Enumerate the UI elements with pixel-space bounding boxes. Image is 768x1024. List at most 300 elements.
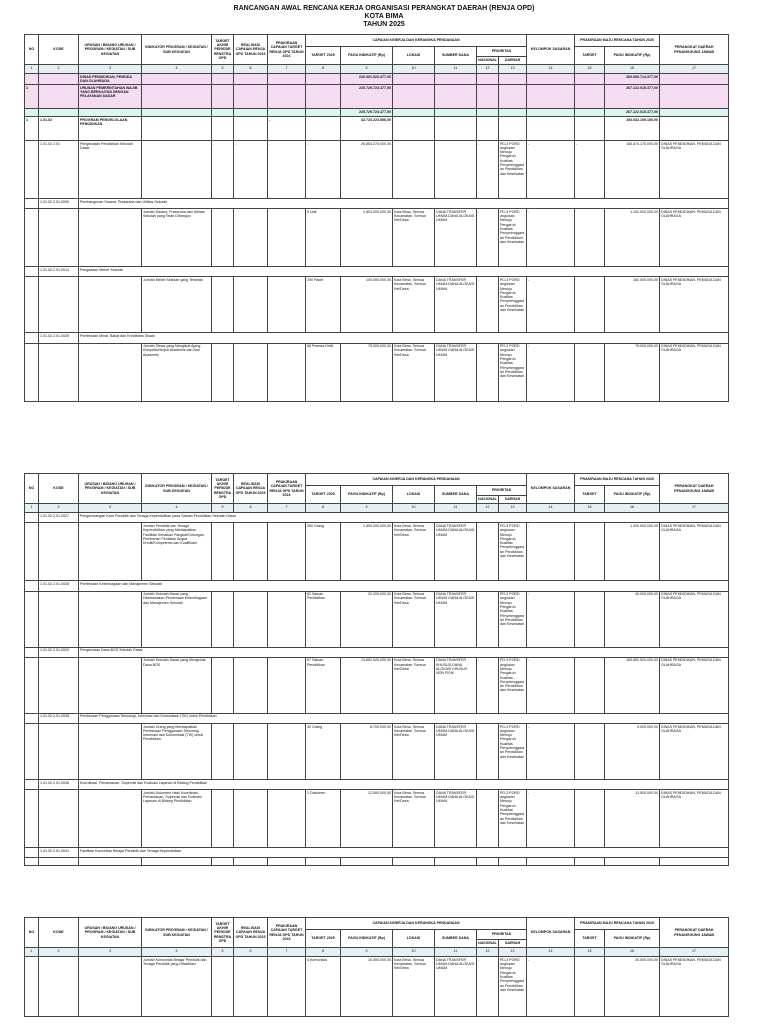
- cell-daerah: PD-3 PORD anglusan Menuju Pengaruh Kualitas Penyelenggaraan Pendidikan dan Kesehatan: [499, 343, 527, 401]
- cell-kel: -: [527, 140, 575, 198]
- header-kode: KODE: [39, 474, 79, 504]
- cell-empty: [25, 581, 39, 591]
- header-kelompok-sasaran: KELOMPOK SASARAN: [527, 474, 575, 504]
- column-number: 12: [477, 65, 499, 74]
- column-number: 8: [306, 948, 341, 957]
- cell-ind: Jumlah Komunitas Belajar Pendidik dan Tenaga Pendidik yang Difasilitasi: [142, 957, 212, 1017]
- column-number: 11: [435, 65, 477, 74]
- cell-empty: [212, 116, 234, 140]
- cell-lokasi: Kota Bima, Semua Kecamatan, Semua Kel/Desa: [393, 277, 435, 333]
- header-indikator: INDIKATOR PROGRAM / KEGIATAN / SUB KEGIATAN: [142, 918, 212, 948]
- cell-empty: [477, 84, 499, 108]
- header-kelompok-sasaran: KELOMPOK SASARAN: [527, 918, 575, 948]
- cell-t2: [575, 209, 605, 267]
- cell-lokasi: Kota Bima, Semua Kecamatan, Semua Kel/Desa: [393, 723, 435, 779]
- header-target-2025: TARGET 2025: [306, 47, 341, 65]
- column-number: 9: [341, 948, 393, 957]
- column-number: 11: [435, 948, 477, 957]
- cell-pagu2: 150.000.000,00: [605, 277, 660, 333]
- cell-d1: [212, 523, 234, 581]
- cell-pagu: 79.000.000,00: [341, 343, 393, 401]
- header-pagu-indikatif-2026: PAGU INDIKATIF (Rp): [605, 930, 660, 948]
- cell-empty: [527, 108, 575, 116]
- cell-kel: -: [527, 591, 575, 647]
- cell-empty: [477, 108, 499, 116]
- cell-subkegiatan-name: Pembinaan Minat, Bakat dan Kreativitas Siswa: [79, 333, 729, 343]
- table-row: [25, 581, 729, 591]
- cell-empty: [268, 84, 306, 108]
- column-number: 8: [306, 65, 341, 74]
- cell-pagu: 32.723.223.556,00: [341, 116, 393, 140]
- table-row: [25, 779, 729, 789]
- cell-kode: [39, 591, 79, 647]
- column-number: 12: [477, 948, 499, 957]
- column-number: 14: [527, 504, 575, 513]
- header-kelompok-sasaran: KELOMPOK SASARAN: [527, 35, 575, 65]
- column-number: 7: [268, 948, 306, 957]
- cell-d1: [212, 723, 234, 779]
- cell-d1: -: [212, 140, 234, 198]
- header-sumber-dana: SUMBER DANA: [435, 47, 477, 65]
- cell-empty: [477, 116, 499, 140]
- cell-empty: [306, 74, 341, 85]
- cell-pagu: 10.500.000,00: [341, 957, 393, 1017]
- column-number: 6: [234, 504, 268, 513]
- cell-no: 1: [25, 84, 39, 108]
- cell-kel: -: [527, 790, 575, 848]
- cell-kode: 1.01.02.2.01.0028: [39, 581, 79, 591]
- cell-empty: [575, 74, 605, 85]
- cell-pagu2: 20.000.000,00: [605, 957, 660, 1017]
- header-sumber-dana: SUMBER DANA: [435, 486, 477, 504]
- cell-empty: [660, 858, 729, 866]
- cell-sumber: [435, 140, 477, 198]
- header-target-akhir: TARGET AKHIR PERIODE RENSTRA OPD: [212, 35, 234, 65]
- cell-ind: Jumlah Sekolah Dasar yang Dilaksanakan Pembinaan Kelembagaan dan Manajemen Sekolah: [142, 591, 212, 647]
- header-lokasi: LOKASI: [393, 486, 435, 504]
- table-row: [25, 277, 729, 333]
- cell-empty: [660, 84, 729, 108]
- cell-kode: [39, 74, 79, 85]
- table-row: [25, 848, 729, 858]
- cell-empty: [79, 858, 142, 866]
- cell-subkegiatan-name: Pembinaan Penggunaan Teknologi, Informasi dan Komunikasi (TIK) untuk Pendidikan: [79, 713, 729, 723]
- cell-ind: Jumlah Mebel Sekolah yang Tersedia: [142, 277, 212, 333]
- cell-pagu: 20.000.000,00: [341, 591, 393, 647]
- cell-kode: [39, 523, 79, 581]
- cell-d3: [268, 957, 306, 1017]
- cell-empty: [575, 84, 605, 108]
- cell-sumber: DANA TRANSFER UMUM-DANA ALOKASI UMUM: [435, 723, 477, 779]
- header-target-2026: TARGET: [575, 486, 605, 504]
- header-no: NO: [25, 918, 39, 948]
- header-urusan: URUSAN / BIDANG URUSAN / PROGRAM / KEGIATAN / SUB KEGIATAN: [79, 35, 142, 65]
- table-row: [25, 333, 729, 343]
- cell-name: [79, 790, 142, 848]
- cell-d3: [268, 209, 306, 267]
- cell-empty: [499, 74, 527, 85]
- cell-empty: [234, 116, 268, 140]
- cell-d3: [268, 723, 306, 779]
- cell-kode: [39, 657, 79, 713]
- table-row: [25, 858, 729, 866]
- cell-pagu: 1.850.000.000,00: [341, 523, 393, 581]
- cell-name: DINAS PENDIDIKAN, PEMUDA DAN OLAHRAGA: [79, 74, 142, 85]
- cell-opd: DINAS PENDIDIKAN, PEMUDA DAN OLAHRAGA: [660, 657, 729, 713]
- cell-opd: DINAS PENDIDIKAN, PEMUDA DAN OLAHRAGA: [660, 277, 729, 333]
- cell-pagu: 100.000.000,00: [341, 277, 393, 333]
- cell-pagu2: 267.122.015.377,00: [605, 84, 660, 108]
- cell-sumber: DANA TRANSFER UMUM-DANA ALOKASI UMUM: [435, 591, 477, 647]
- header-target-2025: TARGET 2025: [306, 930, 341, 948]
- cell-kel: -: [527, 523, 575, 581]
- table-row: [25, 523, 729, 581]
- cell-lokasi: Kota Bima, Semua Kecamatan, Semua Kel/Desa: [393, 343, 435, 401]
- cell-empty: [527, 858, 575, 866]
- cell-kode: [39, 343, 79, 401]
- cell-name: [79, 591, 142, 647]
- column-number: 16: [605, 504, 660, 513]
- cell-d2: [234, 523, 268, 581]
- cell-empty: [306, 84, 341, 108]
- column-number: 3: [79, 948, 142, 957]
- cell-pagu2: 1.200.000.000,00: [605, 523, 660, 581]
- cell-empty: [25, 333, 39, 343]
- cell-empty: [25, 198, 39, 208]
- header-prioritas: PRIORITAS: [477, 486, 527, 496]
- column-number: 1: [25, 948, 39, 957]
- cell-empty: [25, 523, 39, 581]
- cell-empty: [25, 790, 39, 848]
- header-perangkat-daerah: PERANGKAT DAERAH PENANGGUNG JAWAB: [660, 474, 729, 504]
- header-capaian-kinerja: CAPAIAN KINERJA DAN KERANGKA PENDANAAN: [306, 474, 527, 486]
- cell-d3: [268, 591, 306, 647]
- cell-empty: [25, 140, 39, 198]
- cell-empty: [435, 74, 477, 85]
- cell-empty: [660, 116, 729, 140]
- cell-empty: [142, 858, 212, 866]
- cell-kode: 1.01.02.2.01.0029: [39, 647, 79, 657]
- column-number: 17: [660, 504, 729, 513]
- column-number: 2: [39, 504, 79, 513]
- cell-pagu2: 193.032.169.150,00: [605, 116, 660, 140]
- cell-nas: -: [477, 657, 499, 713]
- cell-empty: [142, 108, 212, 116]
- cell-empty: [212, 84, 234, 108]
- cell-d2: [234, 657, 268, 713]
- cell-d1: [212, 343, 234, 401]
- column-number: 15: [575, 504, 605, 513]
- header-lokasi: LOKASI: [393, 930, 435, 948]
- column-number: 1: [25, 65, 39, 74]
- cell-opd: DINAS PENDIDIKAN, PEMUDA DAN OLAHRAGA: [660, 957, 729, 1017]
- cell-d3: -: [268, 140, 306, 198]
- header-daerah: DAERAH: [499, 57, 527, 65]
- cell-name: [79, 277, 142, 333]
- cell-empty: [306, 116, 341, 140]
- cell-name: Pengelolaan Pendidikan Sekolah Dasar: [79, 140, 142, 198]
- cell-opd: DINAS PENDIDIKAN, PEMUDA DAN OLAHRAGA: [660, 523, 729, 581]
- cell-subkegiatan-name: Fasilitasi Komunitas Belajar Pendidik dan Tenaga Kependidikan: [79, 848, 729, 858]
- cell-subkegiatan-name: Pembinaan Kelembagaan dan Manajemen Sekolah: [79, 581, 729, 591]
- cell-empty: [499, 116, 527, 140]
- cell-lokasi: Kota Bima, Semua Kecamatan, Semua Kel/Desa: [393, 209, 435, 267]
- cell-kel: -: [527, 277, 575, 333]
- cell-empty: [25, 779, 39, 789]
- header-lokasi: LOKASI: [393, 47, 435, 65]
- table-row: [25, 790, 729, 848]
- cell-kel: -: [527, 723, 575, 779]
- cell-empty: [393, 74, 435, 85]
- cell-d3: [268, 790, 306, 848]
- header-prakiraan-maju: PRAKIRAAN MAJU RENCANA TAHUN 2026: [575, 35, 660, 47]
- cell-d3: [268, 523, 306, 581]
- header-realisasi: REALISASI CAPAIAN RENJA OPD TAHUN 2023: [234, 918, 268, 948]
- cell-empty: [499, 84, 527, 108]
- cell-kode: 1.01.02.2.01.0041: [39, 848, 79, 858]
- cell-name: [79, 523, 142, 581]
- cell-pagu2: 267.122.015.377,00: [605, 108, 660, 116]
- cell-ind: Jumlah Sekolah Dasar yang Mengelola Dana BOS: [142, 657, 212, 713]
- table-row: [25, 513, 729, 523]
- column-number: 11: [435, 504, 477, 513]
- cell-nas: -: [477, 591, 499, 647]
- cell-kel: -: [527, 343, 575, 401]
- cell-target: 5 Unit: [306, 209, 341, 267]
- cell-empty: [25, 277, 39, 333]
- cell-d2: [234, 723, 268, 779]
- cell-dash: -: [268, 116, 306, 140]
- header-nasional: NASIONAL: [477, 496, 499, 504]
- cell-sumber: DANA TRANSFER KHUSUS-DANA ALOKASI KHUSUS NON FISIK: [435, 657, 477, 713]
- cell-empty: [25, 267, 39, 277]
- column-number: 17: [660, 65, 729, 74]
- cell-kode: [39, 723, 79, 779]
- title-line-1: RANCANGAN AWAL RENCANA KERJA ORGANISASI PERANGKAT DAERAH (RENJA OPD): [233, 5, 535, 12]
- cell-pagu: 13.852.520.000,00: [341, 657, 393, 713]
- table-row: [25, 591, 729, 647]
- cell-pagu2: 9.000.000,00: [605, 723, 660, 779]
- cell-empty: [527, 84, 575, 108]
- cell-empty: [25, 343, 39, 401]
- cell-empty: [477, 74, 499, 85]
- column-number: 5: [212, 948, 234, 957]
- cell-t2: -: [575, 140, 605, 198]
- cell-kode: [39, 277, 79, 333]
- cell-pagu2: 13.500.000,00: [605, 790, 660, 848]
- header-target-akhir: TARGET AKHIR PERIODE RENSTRA OPD: [212, 474, 234, 504]
- header-pagu-indikatif: PAGU INDIKATIF (Rp): [341, 47, 393, 65]
- cell-d2: [234, 343, 268, 401]
- cell-empty: [25, 848, 39, 858]
- cell-target: 68 Peserta Didik: [306, 343, 341, 401]
- cell-sumber: DANA TRANSFER UMUM-DANA ALOKASI UMUM: [435, 957, 477, 1017]
- cell-d1: [212, 790, 234, 848]
- table-row: [25, 84, 729, 108]
- column-number: 5: [212, 504, 234, 513]
- cell-nas: -: [477, 343, 499, 401]
- cell-empty: [435, 108, 477, 116]
- cell-name: [79, 723, 142, 779]
- cell-empty: [142, 74, 212, 85]
- column-number: 15: [575, 65, 605, 74]
- cell-empty: [435, 84, 477, 108]
- cell-daerah: PD-3 PORD anglusan Menuju Pengaruh Kualitas Penyelenggaraan Pendidikan dan Kesehatan: [499, 523, 527, 581]
- cell-empty: [575, 108, 605, 116]
- cell-empty: [25, 957, 39, 1017]
- document-title: [0, 5, 768, 29]
- cell-pagu: 1.803.000.000,00: [341, 209, 393, 267]
- column-number: 5: [212, 65, 234, 74]
- header-prakiraan-maju: PRAKIRAAN MAJU RENCANA TAHUN 2026: [575, 474, 660, 486]
- header-prakiraan-capaian: PRAKIRAAN CAPAIAN TARGET RENJA OPD TAHUN 2024: [268, 474, 306, 504]
- column-number: 15: [575, 948, 605, 957]
- cell-empty: [234, 74, 268, 85]
- header-prioritas: PRIORITAS: [477, 930, 527, 940]
- cell-lokasi: Kota Bima, Semua Kecamatan, Semua Kel/Desa: [393, 957, 435, 1017]
- cell-daerah: PD-3 PORD anglusan Menuju Pengaruh Kualitas Penyelenggaraan Pendidikan dan Kesehatan: [499, 209, 527, 267]
- cell-empty: [605, 858, 660, 866]
- table-row: [25, 657, 729, 713]
- cell-nas: -: [477, 523, 499, 581]
- header-kode: KODE: [39, 918, 79, 948]
- cell-nas: -: [477, 957, 499, 1017]
- cell-empty: [575, 858, 605, 866]
- title-line-2: KOTA BIMA: [364, 13, 404, 20]
- cell-opd: DINAS PENDIDIKAN, PEMUDA DAN OLAHRAGA: [660, 209, 729, 267]
- cell-sumber: DANA TRANSFER UMUM-DANA ALOKASI UMUM: [435, 523, 477, 581]
- table-row: [25, 74, 729, 85]
- header-nasional: NASIONAL: [477, 940, 499, 948]
- cell-subkegiatan-name: Pembangunan Sarana, Prasarana dan Utilitas Sekolah: [79, 198, 729, 208]
- cell-t2: [575, 957, 605, 1017]
- cell-name: [79, 343, 142, 401]
- cell-d1: [212, 209, 234, 267]
- cell-daerah: PD-3 PORD anglusan Menuju Pengaruh Kualitas Penyelenggaraan Pendidikan dan Kesehatan: [499, 790, 527, 848]
- cell-empty: [341, 858, 393, 866]
- cell-empty: [142, 84, 212, 108]
- cell-empty: [268, 108, 306, 116]
- cell-daerah: PD-3 PORD anglusan Menuju Pengaruh Kualitas Penyelenggaraan Pendidikan dan Kesehatan: [499, 723, 527, 779]
- cell-pagu2: 40.000.000,00: [605, 591, 660, 647]
- cell-pagu: 26.853.275.000,00: [341, 140, 393, 198]
- column-number: 7: [268, 65, 306, 74]
- cell-name: PROGRAM PENGELOLAAN PENDIDIKAN: [79, 116, 142, 140]
- cell-t2: [575, 591, 605, 647]
- header-target-2025: TARGET 2025: [306, 486, 341, 504]
- cell-empty: [393, 108, 435, 116]
- column-number: 7: [268, 504, 306, 513]
- table-row: [25, 116, 729, 140]
- cell-kode: 1.01.02.2.01: [39, 140, 79, 198]
- cell-daerah: PD-3 PORD anglusan Menuju Pengaruh Kualitas Penyelenggaraan Pendidikan dan Kesehatan: [499, 591, 527, 647]
- cell-ind: Jumlah Siswa yang Mengikuti Ajang Kompetisi/Unjuk Akademis dan Non Akademis: [142, 343, 212, 401]
- cell-t2: [575, 790, 605, 848]
- cell-d3: [268, 277, 306, 333]
- cell-d3: [268, 343, 306, 401]
- cell-lokasi: [393, 140, 435, 198]
- header-realisasi: REALISASI CAPAIAN RENJA OPD TAHUN 2023: [234, 35, 268, 65]
- column-number: 13: [499, 948, 527, 957]
- column-number: 4: [142, 65, 212, 74]
- cell-empty: [393, 84, 435, 108]
- cell-ind: Jumlah Dokumen Hasil Koordinasi, Pemantauan, Supervisi dan Evaluasi Layanan di Bidang Pendidikan: [142, 790, 212, 848]
- cell-target: 62 Satuan Pendidikan: [306, 591, 341, 647]
- cell-empty: [25, 657, 39, 713]
- cell-d3: [268, 657, 306, 713]
- header-no: NO: [25, 35, 39, 65]
- cell-d1: [212, 277, 234, 333]
- cell-nas: -: [477, 277, 499, 333]
- cell-name: [79, 957, 142, 1017]
- cell-no: 1: [25, 116, 39, 140]
- cell-d2: [234, 209, 268, 267]
- cell-kode: [39, 957, 79, 1017]
- cell-kode: 1.01.02.2.01.0027: [39, 513, 79, 523]
- header-kode: KODE: [39, 35, 79, 65]
- header-perangkat-daerah: PERANGKAT DAERAH PENANGGUNG JAWAB: [660, 918, 729, 948]
- cell-t2: [575, 723, 605, 779]
- column-number: 9: [341, 65, 393, 74]
- cell-pagu: 226.001.923.477,00: [341, 74, 393, 85]
- cell-t2: [575, 657, 605, 713]
- cell-daerah: PD-3 PORD anglusan Menuju Pengaruh Kualitas Penyelenggaraan Pendidikan dan Kesehatan: [499, 957, 527, 1017]
- cell-target: 67 Satuan Pendidikan: [306, 657, 341, 713]
- cell-target: 200 Paket: [306, 277, 341, 333]
- table-row: [25, 957, 729, 1017]
- cell-subkegiatan-name: Pengadaan Mebel Sekolah: [79, 267, 729, 277]
- column-number: 4: [142, 948, 212, 957]
- cell-pagu2: 79.000.000,00: [605, 343, 660, 401]
- cell-empty: [234, 84, 268, 108]
- cell-pagu2: 155.874.175.000,00: [605, 140, 660, 198]
- cell-empty: [660, 108, 729, 116]
- cell-target: 350 Orang: [306, 523, 341, 581]
- cell-lokasi: Kota Bima, Semua Kecamatan, Semua Kel/Desa: [393, 591, 435, 647]
- cell-pagu: 225.729.723.477,00: [341, 84, 393, 108]
- cell-empty: [393, 116, 435, 140]
- cell-d1: [212, 957, 234, 1017]
- header-prakiraan-maju: PRAKIRAAN MAJU RENCANA TAHUN 2026: [575, 918, 660, 930]
- header-pagu-indikatif: PAGU INDIKATIF (Rp): [341, 486, 393, 504]
- header-capaian-kinerja: CAPAIAN KINERJA DAN KERANGKA PENDANAAN: [306, 35, 527, 47]
- cell-daerah: PD-3 PORD anglusan Menuju Pengaruh Kualitas Penyelenggaraan Pendidikan dan Kesehatan: [499, 277, 527, 333]
- cell-kode: [39, 790, 79, 848]
- cell-nas: -: [477, 723, 499, 779]
- cell-t2: [575, 343, 605, 401]
- cell-empty: [25, 647, 39, 657]
- header-pagu-indikatif-2026: PAGU INDIKATIF (Rp): [605, 47, 660, 65]
- header-sumber-dana: SUMBER DANA: [435, 930, 477, 948]
- header-target-2026: TARGET: [575, 930, 605, 948]
- cell-empty: [527, 74, 575, 85]
- cell-lokasi: Kota Bima, Semua Kecamatan, Semua Kel/Desa: [393, 790, 435, 848]
- column-number: 2: [39, 65, 79, 74]
- cell-target: -: [306, 140, 341, 198]
- column-number: 12: [477, 504, 499, 513]
- column-number: 13: [499, 65, 527, 74]
- renja-table: [24, 917, 729, 1017]
- cell-ind: Jumlah Pendidik dan Tenaga Kependidikan yang Mendapatkan Fasilitasi Kenaikan Pangkat/Golongan, Pemberian Penilaian Angka Kredit/Kompetensi dan Kualifikasi: [142, 523, 212, 581]
- cell-empty: [234, 108, 268, 116]
- column-number: 4: [142, 504, 212, 513]
- table-row: [25, 713, 729, 723]
- header-indikator: INDIKATOR PROGRAM / KEGIATAN / SUB KEGIATAN: [142, 35, 212, 65]
- cell-d1: [212, 591, 234, 647]
- cell-d2: [234, 957, 268, 1017]
- cell-empty: [499, 858, 527, 866]
- column-number: 6: [234, 948, 268, 957]
